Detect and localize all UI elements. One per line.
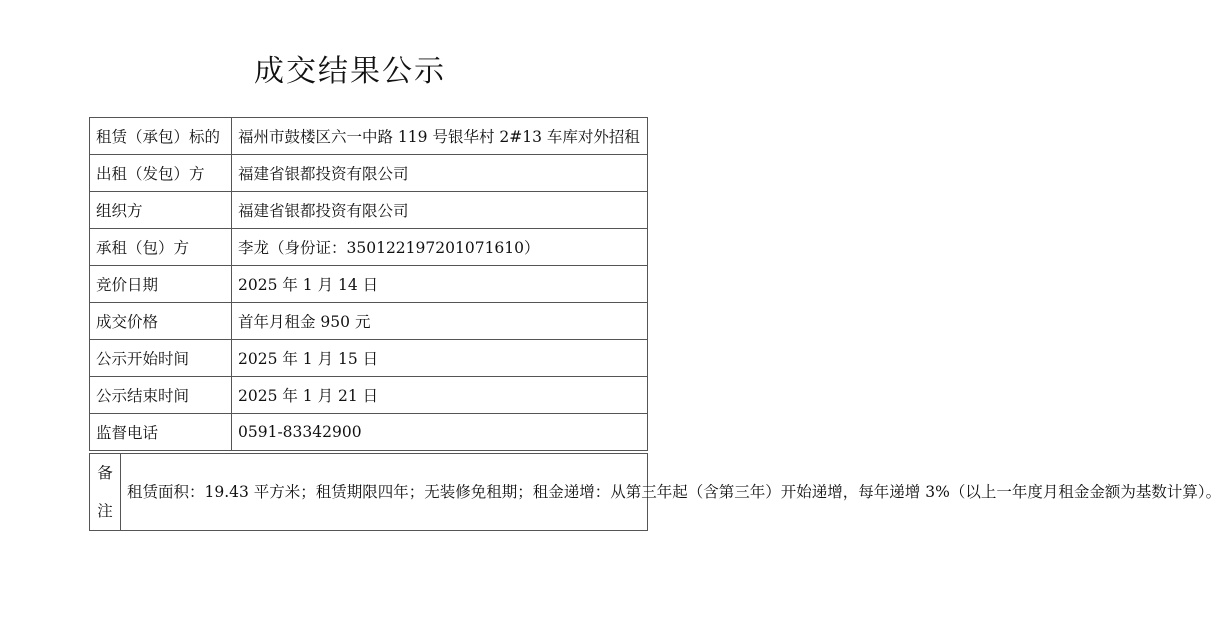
row-label-lessee: 承租（包）方 bbox=[90, 229, 232, 266]
row-value-lessee: 李龙（身份证：350122197201071610） bbox=[232, 229, 648, 266]
table-row bbox=[90, 340, 648, 377]
result-table bbox=[89, 117, 648, 451]
remark-label-char-2: 注 bbox=[97, 502, 113, 520]
row-value-end-date: 2025 年 1 月 21 日 bbox=[232, 377, 648, 414]
table-row bbox=[90, 155, 648, 192]
remark-table bbox=[89, 453, 1221, 531]
row-label-price: 成交价格 bbox=[90, 303, 232, 340]
row-value-start-date: 2025 年 1 月 15 日 bbox=[232, 340, 648, 377]
row-value-lessor: 福建省银都投资有限公司 bbox=[232, 155, 648, 192]
table-row bbox=[90, 266, 648, 303]
remark-label bbox=[90, 454, 121, 531]
row-label-lessor: 出租（发包）方 bbox=[90, 155, 232, 192]
row-value-price: 首年月租金 950 元 bbox=[232, 303, 648, 340]
table-row bbox=[90, 303, 648, 340]
row-label-subject: 租赁（承包）标的 bbox=[90, 118, 232, 155]
table-row bbox=[90, 229, 648, 266]
table-row bbox=[90, 118, 648, 155]
row-value-subject: 福州市鼓楼区六一中路 119 号银华村 2#13 车库对外招租 bbox=[232, 118, 648, 155]
page-title: 成交结果公示 bbox=[254, 54, 446, 89]
row-value-phone: 0591-83342900 bbox=[232, 414, 648, 451]
row-label-start-date: 公示开始时间 bbox=[90, 340, 232, 377]
remark-text: 租赁面积：19.43 平方米；租赁期限四年；无装修免租期；租金递增：从第三年起（含第三年）开始递增，每年递增 3%（以上一年度月租金金额为基数计算）。 bbox=[121, 454, 648, 531]
row-label-end-date: 公示结束时间 bbox=[90, 377, 232, 414]
remark-label-char-1: 备 bbox=[97, 464, 113, 482]
row-label-bid-date: 竞价日期 bbox=[90, 266, 232, 303]
row-label-organizer: 组织方 bbox=[90, 192, 232, 229]
table-row bbox=[90, 377, 648, 414]
remark-row bbox=[90, 454, 648, 531]
row-value-bid-date: 2025 年 1 月 14 日 bbox=[232, 266, 648, 303]
row-value-organizer: 福建省银都投资有限公司 bbox=[232, 192, 648, 229]
table-row bbox=[90, 414, 648, 451]
table-row bbox=[90, 192, 648, 229]
row-label-phone: 监督电话 bbox=[90, 414, 232, 451]
